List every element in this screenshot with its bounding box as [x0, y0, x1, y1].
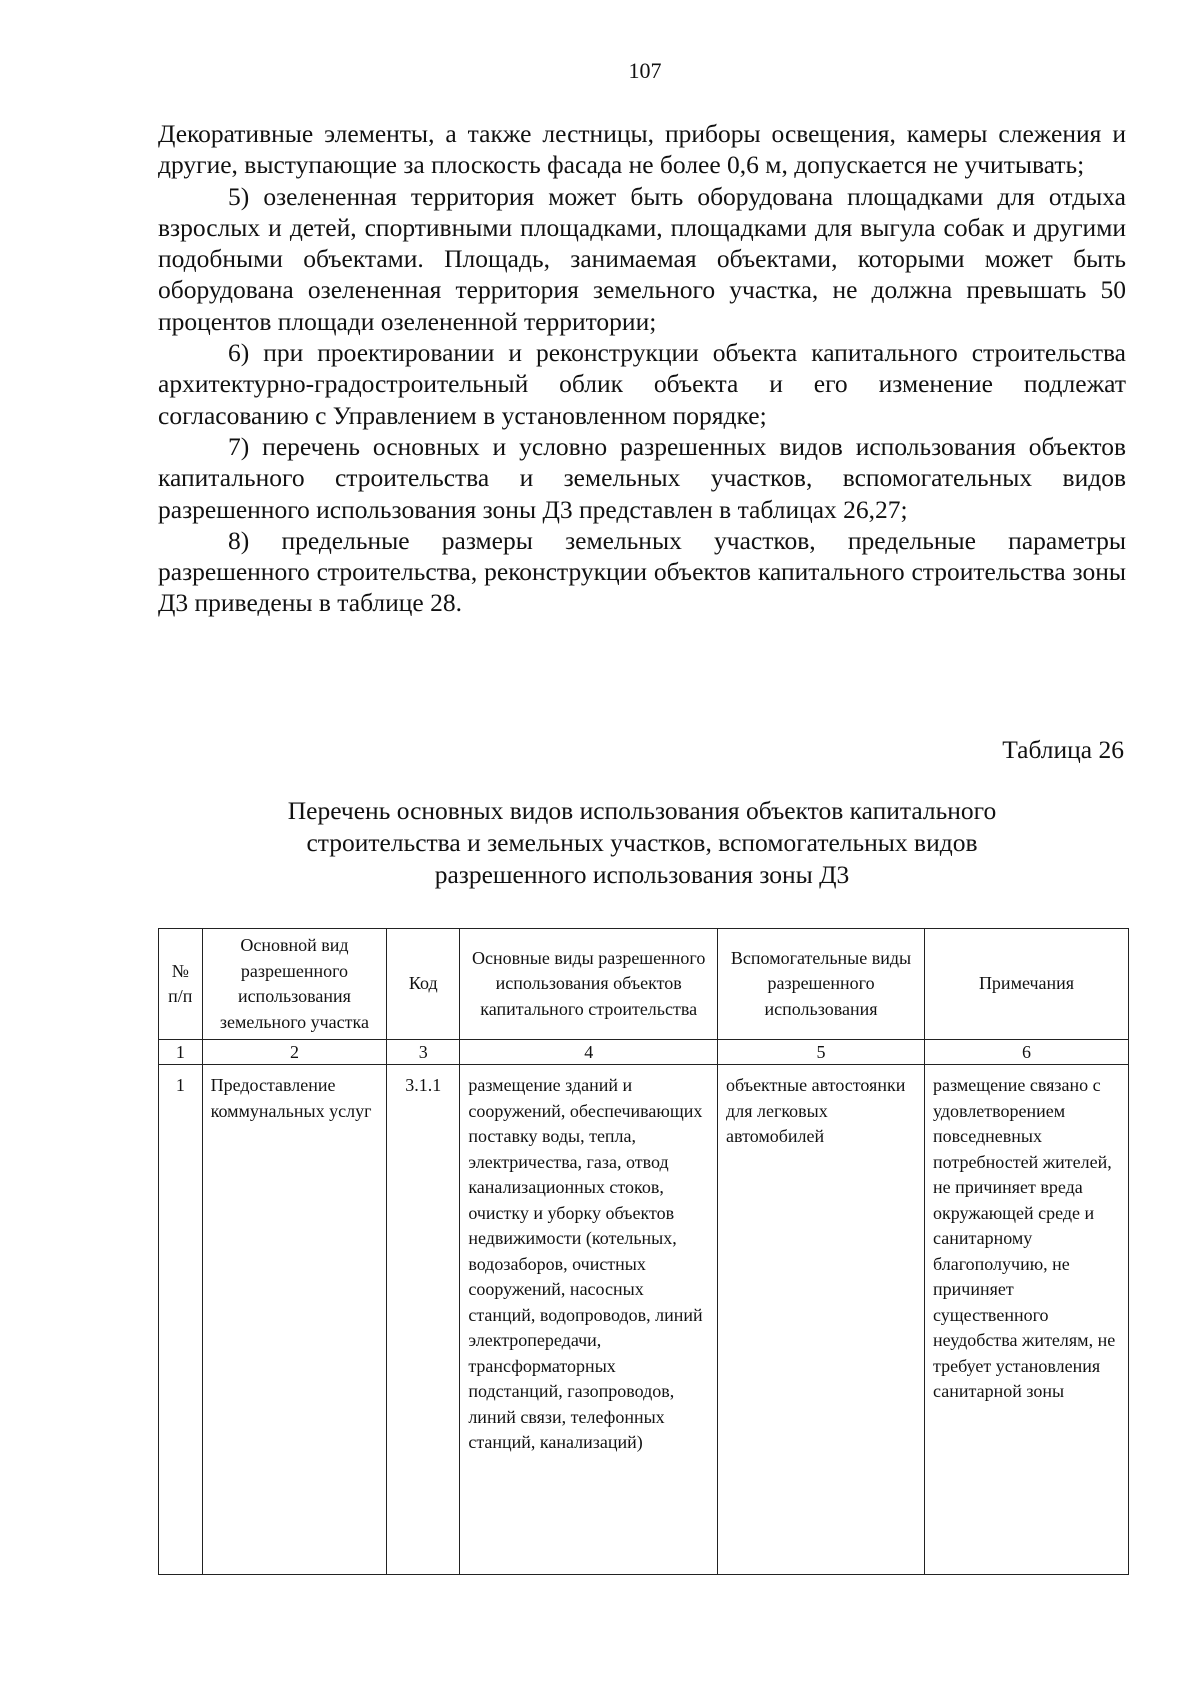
header-auxiliary: Вспомогательные виды разрешенного использования — [718, 929, 925, 1040]
cell-auxiliary: объектные автостоянки для легковых автомобилей — [718, 1065, 925, 1575]
cell-num: 1 — [159, 1065, 203, 1575]
table-row — [159, 1065, 1129, 1575]
table-header-row — [159, 929, 1129, 1040]
table-title — [158, 795, 1126, 891]
paragraph-decorative-elements: Декоративные элементы, а также лестницы, приборы освещения, камеры слежения и другие, выступающие за плоскость фасада не более 0,6 м, допускается не учитывать; — [158, 119, 1126, 180]
table-label: Таблица 26 — [1002, 735, 1124, 764]
paragraph-item-6: 6) при проектировании и реконструкции объекта капитального строительства архитектурно-градостроительный облик объекта и его изменение подлежат согласованию с Управлением в установленном порядке; — [158, 338, 1126, 430]
table-title-line: Перечень основных видов использования объектов капитального — [287, 796, 997, 825]
column-number: 6 — [925, 1040, 1129, 1065]
paragraph-item-8: 8) предельные размеры земельных участков, предельные параметры разрешенного строительства, реконструкции объектов капитального строительства зоны Д3 приведены в таблице 28. — [158, 525, 1126, 618]
land-use-table — [158, 928, 1129, 1575]
cell-notes: размещение связано с удовлетворением повседневных потребностей жителей, не причиняет вреда окружающей среде и санитарному благополучию, не причиняет существенного неудобства жителям, не требует установления санитарной зоны — [925, 1065, 1129, 1575]
paragraph-item-7: 7) перечень основных и условно разрешенных видов использования объектов капитального строительства и земельных участков, вспомогательных видов разрешенного использования зоны Д3 представлен в таблицах 26,27; — [158, 431, 1126, 524]
body-text — [158, 118, 1126, 619]
page-number: 107 — [628, 58, 662, 83]
cell-code: 3.1.1 — [387, 1065, 460, 1575]
header-code: Код — [387, 929, 460, 1040]
cell-main-building-use: размещение зданий и сооружений, обеспечивающих поставку воды, тепла, электричества, газа, отвод канализационных стоков, очистку и уборку объектов недвижимости (котельных, водозаборов, очистных сооружений, насосных станций, водопроводов, линий электропередачи, трансформаторных подстанций, газопроводов, линий связи, телефонных станций, канализаций) — [460, 1065, 718, 1575]
column-number: 1 — [159, 1040, 203, 1065]
column-number: 5 — [718, 1040, 925, 1065]
header-main-building-use: Основные виды разрешенного использования объектов капитального строительства — [460, 929, 718, 1040]
table-title-line: разрешенного использования зоны Д3 — [434, 860, 850, 889]
cell-main-land-use: Предоставление коммунальных услуг — [202, 1065, 387, 1575]
paragraph-item-5: 5) озелененная территория может быть оборудована площадками для отдыха взрослых и детей, спортивными площадками, площадками для выгула собак и другими подобными объектами. Площадь, занимаемая объектами, которыми может быть оборудована озелененная территория земельного участка, не должна превышать 50 процентов площади озелененной территории; — [158, 181, 1126, 336]
column-number: 3 — [387, 1040, 460, 1065]
header-main-land-use: Основной вид разрешенного использования земельного участка — [202, 929, 387, 1040]
column-number-row — [159, 1040, 1129, 1065]
header-num: № п/п — [159, 929, 203, 1040]
column-number: 4 — [460, 1040, 718, 1065]
header-notes: Примечания — [925, 929, 1129, 1040]
table-title-line: строительства и земельных участков, вспомогательных видов — [306, 828, 978, 857]
column-number: 2 — [202, 1040, 387, 1065]
